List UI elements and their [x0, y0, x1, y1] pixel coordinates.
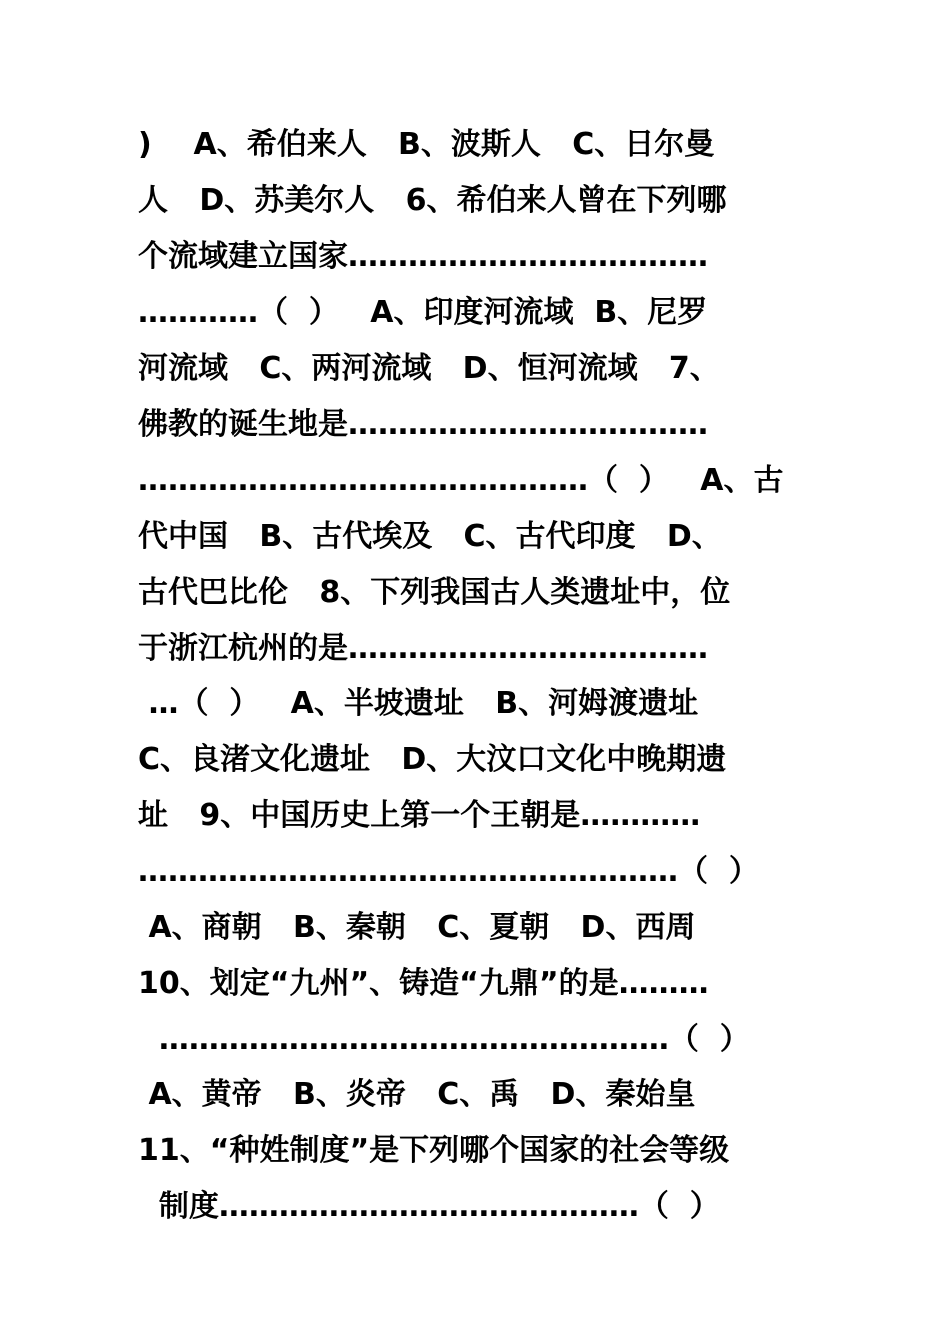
text-line: …………（ ） A、印度河流域 B、尼罗: [138, 295, 708, 330]
text-line: 河流域 C、两河流域 D、恒河流域 7、: [138, 351, 720, 386]
text-line: C、良渚文化遗址 D、大汶口文化中晚期遗: [138, 742, 727, 777]
text-line: ……………………………………………（ ）: [138, 1022, 750, 1057]
text-line: ………………………………………（ ） A、古: [138, 463, 784, 498]
text-line: ) A、希伯来人 B、波斯人 C、日尔曼: [138, 127, 715, 162]
text-line: 制度……………………………………（ ）: [138, 1189, 720, 1224]
text-line: ………………………………………………（ ）: [138, 854, 759, 889]
text-line: 10、划定“九州”、铸造“九鼎”的是………: [138, 966, 709, 1001]
text-line: 人 D、苏美尔人 6、希伯来人曾在下列哪: [138, 183, 727, 218]
text-line: 于浙江杭州的是………………………………: [138, 631, 708, 666]
text-line: A、黄帝 B、炎帝 C、禹 D、秦始皇: [138, 1077, 696, 1112]
text-line: 佛教的诞生地是………………………………: [138, 407, 708, 442]
text-line: A、商朝 B、秦朝 C、夏朝 D、西周: [138, 910, 696, 945]
text-line: 址 9、中国历史上第一个王朝是…………: [138, 798, 701, 833]
text-line: 个流域建立国家………………………………: [138, 239, 708, 274]
text-line: 古代巴比伦 8、下列我国古人类遗址中，位: [138, 575, 731, 610]
text-line: 11、“种姓制度”是下列哪个国家的社会等级: [138, 1133, 730, 1168]
text-line: 代中国 B、古代埃及 C、古代印度 D、: [138, 519, 722, 554]
text-line: …（ ） A、半坡遗址 B、河姆渡遗址: [138, 686, 699, 721]
